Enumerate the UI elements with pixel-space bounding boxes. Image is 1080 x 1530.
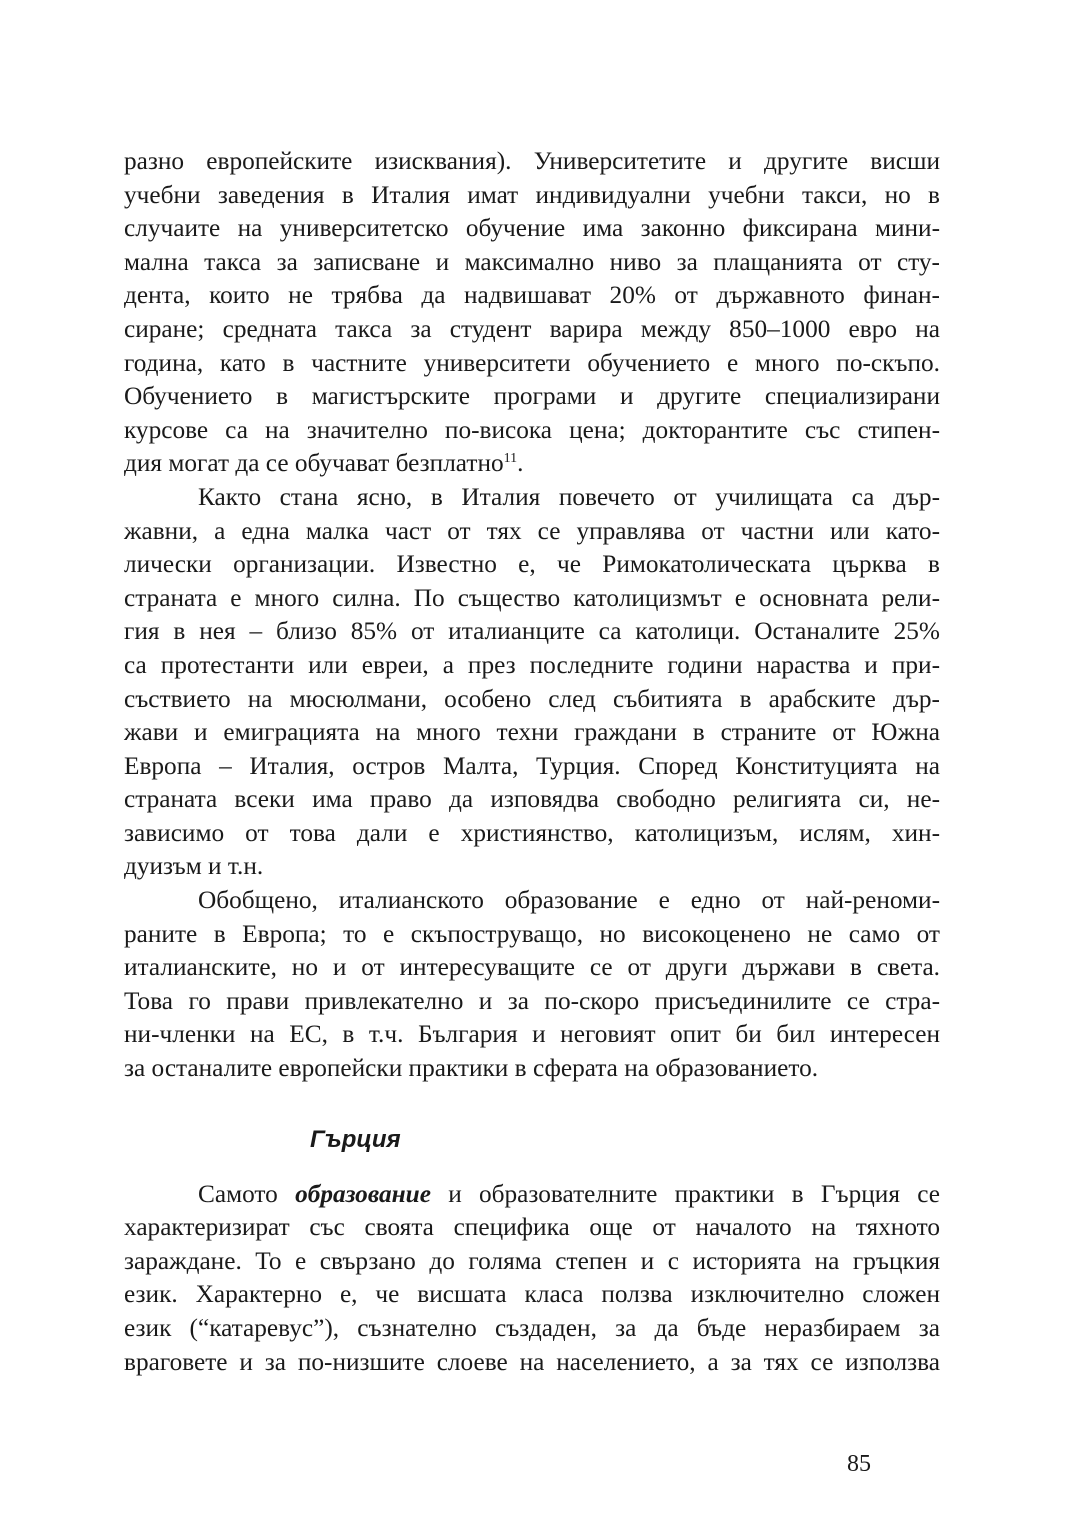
text-line: ни-членки на ЕС, в т.ч. България и неговият опит би бил интересен	[124, 1020, 940, 1049]
text-line: мална такса за записване и максимално ниво за плащанията от сту-	[124, 247, 940, 276]
text-line: зараждане. То е свързано до голяма степен и с историята на гръцкия	[124, 1246, 940, 1275]
text-line: гия в нея – близо 85% от италианците са католици. Останалите 25%	[124, 617, 940, 646]
text-line: Както стана ясно, в Италия повечето от училищата са дър-	[198, 482, 940, 511]
text-line: за останалите европейски практики в сферата на образованието.	[124, 1054, 819, 1083]
emphasis-term: образование	[295, 1179, 431, 1208]
text-line: дента, които не трябва да надвишават 20% от държавното финан-	[124, 281, 940, 310]
text-line: език (“катаревус”), съзнателно създаден, за да бъде неразбираем за	[124, 1314, 940, 1342]
text-line	[124, 1178, 940, 1212]
text-fragment: дия могат да се обучават безплатно	[124, 449, 504, 478]
text-line: Европа – Италия, остров Малта, Турция. Според Конституцията на	[124, 751, 940, 780]
footnote-reference: 11	[503, 451, 518, 467]
text-line: курсове са на значително по-висока цена; докторантите със стипен-	[124, 415, 940, 444]
text-line: година, като в частните университети обучението е много по-скъпо.	[124, 348, 940, 377]
text-line: случаите на университетско обучение има законно фиксирана мини-	[124, 214, 940, 243]
text-line: жави и емиграцията на много техни граждани в страните от Южна	[124, 718, 940, 747]
paragraph-greece-education	[124, 1178, 940, 1380]
text-line: разно европейските изисквания). Университетите и другите висши	[124, 147, 940, 175]
text-line: Това го прави привлекателно и за по-скоро присъединилите се стра-	[124, 986, 940, 1015]
page-body	[124, 145, 940, 1379]
text-line: лически организации. Известно е, че Римокатолическата църква в	[124, 550, 940, 579]
text-line: сиране; средната такса за студент варира между 850–1000 евро на	[124, 314, 940, 343]
text-line: характеризират със своята специфика още от началото на тяхното	[124, 1213, 940, 1242]
text-line: враговете и за по-низшите слоеве на населението, а за тях се използва	[124, 1347, 940, 1376]
text-line	[124, 447, 940, 481]
text-line: жавни, а една малка част от тях се управлява от частни или като-	[124, 516, 940, 545]
text-line: страната е много силна. По същество католицизмът е основната рели-	[124, 583, 940, 612]
text-line: Обобщено, италианското образование е едно от най-реноми-	[198, 886, 940, 915]
text-line: съствието на мюсюлмани, особено след събитията в арабските дър-	[124, 684, 940, 713]
text-fragment: Самото	[198, 1179, 296, 1208]
text-line: зависимо от това дали е християнство, католицизъм, ислям, хин-	[124, 818, 940, 847]
text-line: учебни заведения в Италия имат индивидуални учебни такси, но в	[124, 180, 940, 209]
section-heading-greece: Гърция	[310, 1125, 401, 1153]
page-number: 85	[847, 1451, 871, 1477]
text-line: страната всеки има право да изповядва свободно религията си, не-	[124, 785, 940, 814]
text-fragment: и образователните практики в Гърция се	[430, 1179, 940, 1208]
text-line: дуизъм и т.н.	[124, 852, 264, 881]
text-line: раните в Европа; то е скъпоструващо, но високоценено не само от	[124, 919, 940, 948]
paragraph-italy-fees	[124, 145, 940, 481]
text-line: Обучението в магистърските програми и другите специализирани	[124, 382, 940, 411]
text-fragment: .	[517, 449, 524, 478]
text-line: език. Характерно е, че висшата класа ползва изключително сложен	[124, 1280, 940, 1309]
paragraph-italy-religion	[124, 481, 940, 884]
text-line: са протестанти или евреи, а през последните години нараства и при-	[124, 650, 940, 679]
paragraph-italy-summary	[124, 884, 940, 1086]
text-line: италианските, но и от интересуващите се от други държави в света.	[124, 953, 940, 982]
